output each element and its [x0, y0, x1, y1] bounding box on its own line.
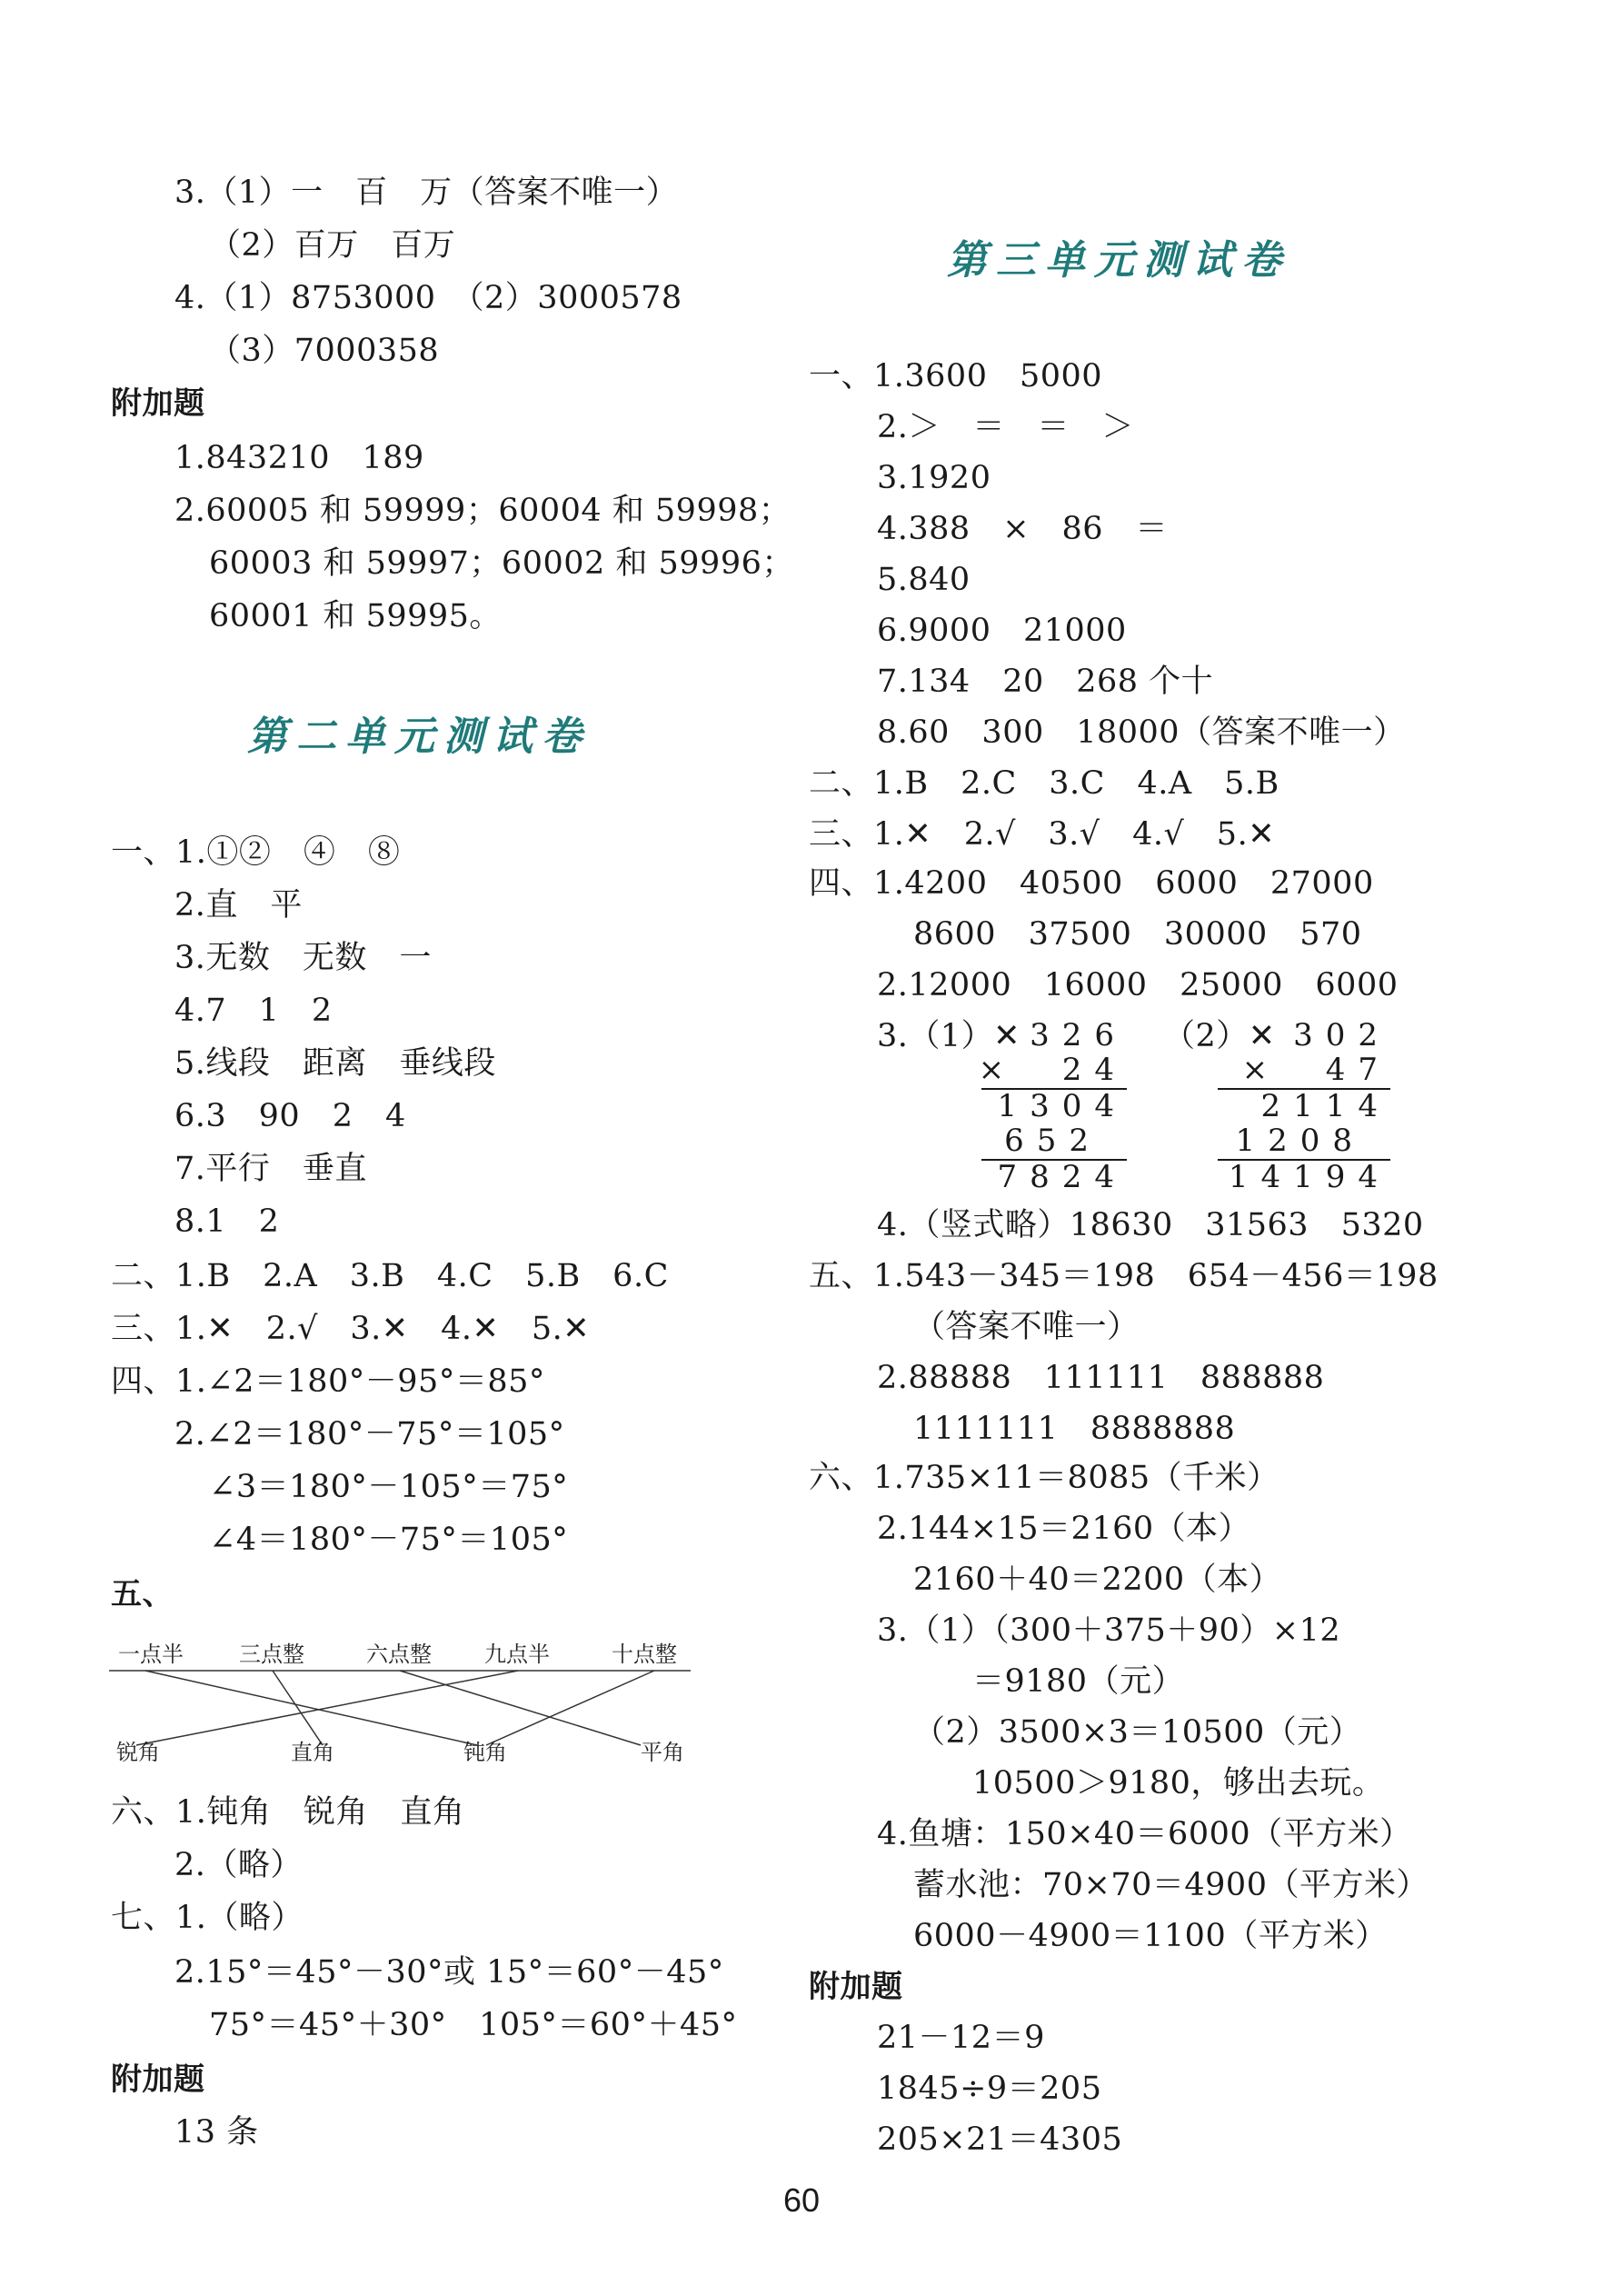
left-line: 四、1.∠2＝180°－95°＝85° — [111, 1363, 545, 1400]
right-line: （2）3500×3＝10500（元） — [913, 1714, 1362, 1751]
right-line: 二、1.B 2.C 3.C 4.A 5.B — [809, 765, 1279, 802]
left-line: 60001 和 59995。 — [209, 598, 502, 634]
left-line: 一、1.①② ④ ⑧ — [111, 834, 401, 871]
calc-label-2: （2）✕ — [1163, 1018, 1276, 1054]
right-line: 1111111 8888888 — [913, 1411, 1236, 1447]
left-line: 3.（1）一 百 万（答案不唯一） — [174, 175, 679, 211]
right-line: 205×21＝4305 — [877, 2121, 1123, 2158]
right-line: 6.9000 21000 — [877, 613, 1127, 649]
bonus-heading: 附加题 — [111, 2061, 205, 2098]
unit2-title: 第二单元测试卷 — [247, 714, 591, 760]
left-line: 1.843210 189 — [174, 440, 424, 476]
calc-row: 652 — [1004, 1123, 1101, 1159]
diagram-top-label: 三点整 — [239, 1642, 304, 1667]
left-line: 三、1.✕ 2.√ 3.✕ 4.✕ 5.✕ — [111, 1311, 591, 1347]
right-line: 三、1.✕ 2.√ 3.√ 4.√ 5.✕ — [809, 816, 1276, 853]
right-line: 8600 37500 30000 570 — [913, 916, 1362, 953]
left-line: 60003 和 59997；60002 和 59996； — [209, 545, 794, 582]
calc-row: 1208 — [1235, 1123, 1365, 1159]
left-line: 3.无数 无数 一 — [174, 940, 432, 976]
diagram-top-label: 九点半 — [484, 1642, 550, 1667]
angle-matching-diagram — [109, 1636, 709, 1763]
right-line: 五、1.543－345＝198 654－456＝198 — [809, 1258, 1439, 1294]
right-line: 5.840 — [877, 562, 971, 598]
left-line: （3）7000358 — [209, 333, 440, 369]
left-line: 2.∠2＝180°－75°＝105° — [174, 1416, 565, 1452]
left-line: 2.直 平 — [174, 887, 303, 923]
left-line: 六、1.钝角 锐角 直角 — [111, 1794, 465, 1831]
calc-row: 7824 — [997, 1159, 1127, 1195]
calc-row: × 47 — [1241, 1052, 1390, 1088]
page-number: 60 — [782, 2181, 821, 2219]
left-line: 4.（1）8753000 （2）3000578 — [174, 280, 682, 316]
right-line: 蓄水池：70×70＝4900（平方米） — [913, 1867, 1429, 1903]
calc-label-1: 3.（1）✕ — [877, 1018, 1021, 1054]
calc-row: × 24 — [978, 1052, 1127, 1088]
left-line: 4.7 1 2 — [174, 993, 333, 1029]
right-line: 六、1.735×11＝8085（千米） — [809, 1460, 1279, 1496]
diagram-bottom-label: 锐角 — [116, 1740, 160, 1763]
bonus-heading: 附加题 — [809, 1969, 903, 2005]
section-five-heading: 五、 — [111, 1576, 174, 1612]
left-line: 8.1 2 — [174, 1203, 280, 1240]
left-line: 2.15°＝45°－30°或 15°＝60°－45° — [174, 1954, 724, 1991]
right-line: ＝9180（元） — [972, 1663, 1185, 1700]
right-line: 2.＞ ＝ ＝ ＞ — [877, 409, 1134, 445]
right-line: （答案不唯一） — [913, 1309, 1140, 1345]
match-line — [273, 1671, 323, 1745]
right-line: 1845÷9＝205 — [877, 2071, 1102, 2107]
right-line: 4.（竖式略）18630 31563 5320 — [877, 1207, 1424, 1243]
diagram-top-label: 六点整 — [366, 1642, 432, 1667]
calc-row: 302 — [1293, 1017, 1390, 1053]
right-line: 2.144×15＝2160（本） — [877, 1511, 1251, 1547]
left-line: 5.线段 距离 垂线段 — [174, 1045, 496, 1082]
right-line: 4.388 × 86 ＝ — [877, 511, 1169, 547]
unit3-title: 第三单元测试卷 — [947, 237, 1290, 284]
match-line — [400, 1671, 641, 1745]
diagram-top-label: 十点整 — [612, 1642, 677, 1667]
vertical-calc-1 — [978, 1017, 1127, 1200]
left-line: （2）百万 百万 — [209, 227, 456, 264]
vertical-calc-2 — [1218, 1018, 1390, 1200]
right-line: 21－12＝9 — [877, 2020, 1045, 2056]
right-line: 10500＞9180，够出去玩。 — [972, 1765, 1385, 1802]
right-line: 2.88888 111111 888888 — [877, 1360, 1325, 1396]
right-line: 3.1920 — [877, 460, 991, 496]
right-line: 6000－4900＝1100（平方米） — [913, 1918, 1388, 1954]
bonus-heading: 附加题 — [111, 385, 205, 422]
right-line: 四、1.4200 40500 6000 27000 — [809, 865, 1374, 902]
left-line: 6.3 90 2 4 — [174, 1098, 406, 1134]
right-line: 2160＋40＝2200（本） — [913, 1562, 1282, 1598]
right-line: 7.134 20 268 个十 — [877, 664, 1214, 700]
left-line: ∠4＝180°－75°＝105° — [209, 1522, 569, 1558]
match-line — [486, 1671, 654, 1745]
right-line: 一、1.3600 5000 — [809, 358, 1103, 394]
right-line: 4.鱼塘：150×40＝6000（平方米） — [877, 1816, 1412, 1852]
right-line: 8.60 300 18000（答案不唯一） — [877, 714, 1406, 751]
diagram-bottom-label: 平角 — [641, 1740, 684, 1763]
calc-row: 326 — [1030, 1017, 1127, 1053]
diagram-bottom-label: 钝角 — [463, 1740, 507, 1763]
calc-row: 1304 — [997, 1088, 1127, 1124]
left-line: ∠3＝180°－105°＝75° — [209, 1469, 569, 1505]
right-line: 2.12000 16000 25000 6000 — [877, 967, 1399, 1003]
calc-row: 14194 — [1228, 1159, 1390, 1195]
right-line: 3.（1）（300＋375＋90）×12 — [877, 1612, 1341, 1649]
left-line: 七、1.（略） — [111, 1900, 304, 1936]
left-line: 二、1.B 2.A 3.B 4.C 5.B 6.C — [111, 1258, 669, 1294]
diagram-top-label: 一点半 — [118, 1642, 184, 1667]
left-line: 7.平行 垂直 — [174, 1151, 367, 1187]
left-line: 2.60005 和 59999；60004 和 59998； — [174, 493, 792, 529]
diagram-bottom-label: 直角 — [291, 1740, 334, 1763]
left-line: 2.（略） — [174, 1847, 303, 1883]
left-line: 13 条 — [174, 2114, 259, 2151]
left-line: 75°＝45°＋30° 105°＝60°＋45° — [209, 2007, 738, 2043]
calc-row: 2114 — [1260, 1088, 1390, 1124]
